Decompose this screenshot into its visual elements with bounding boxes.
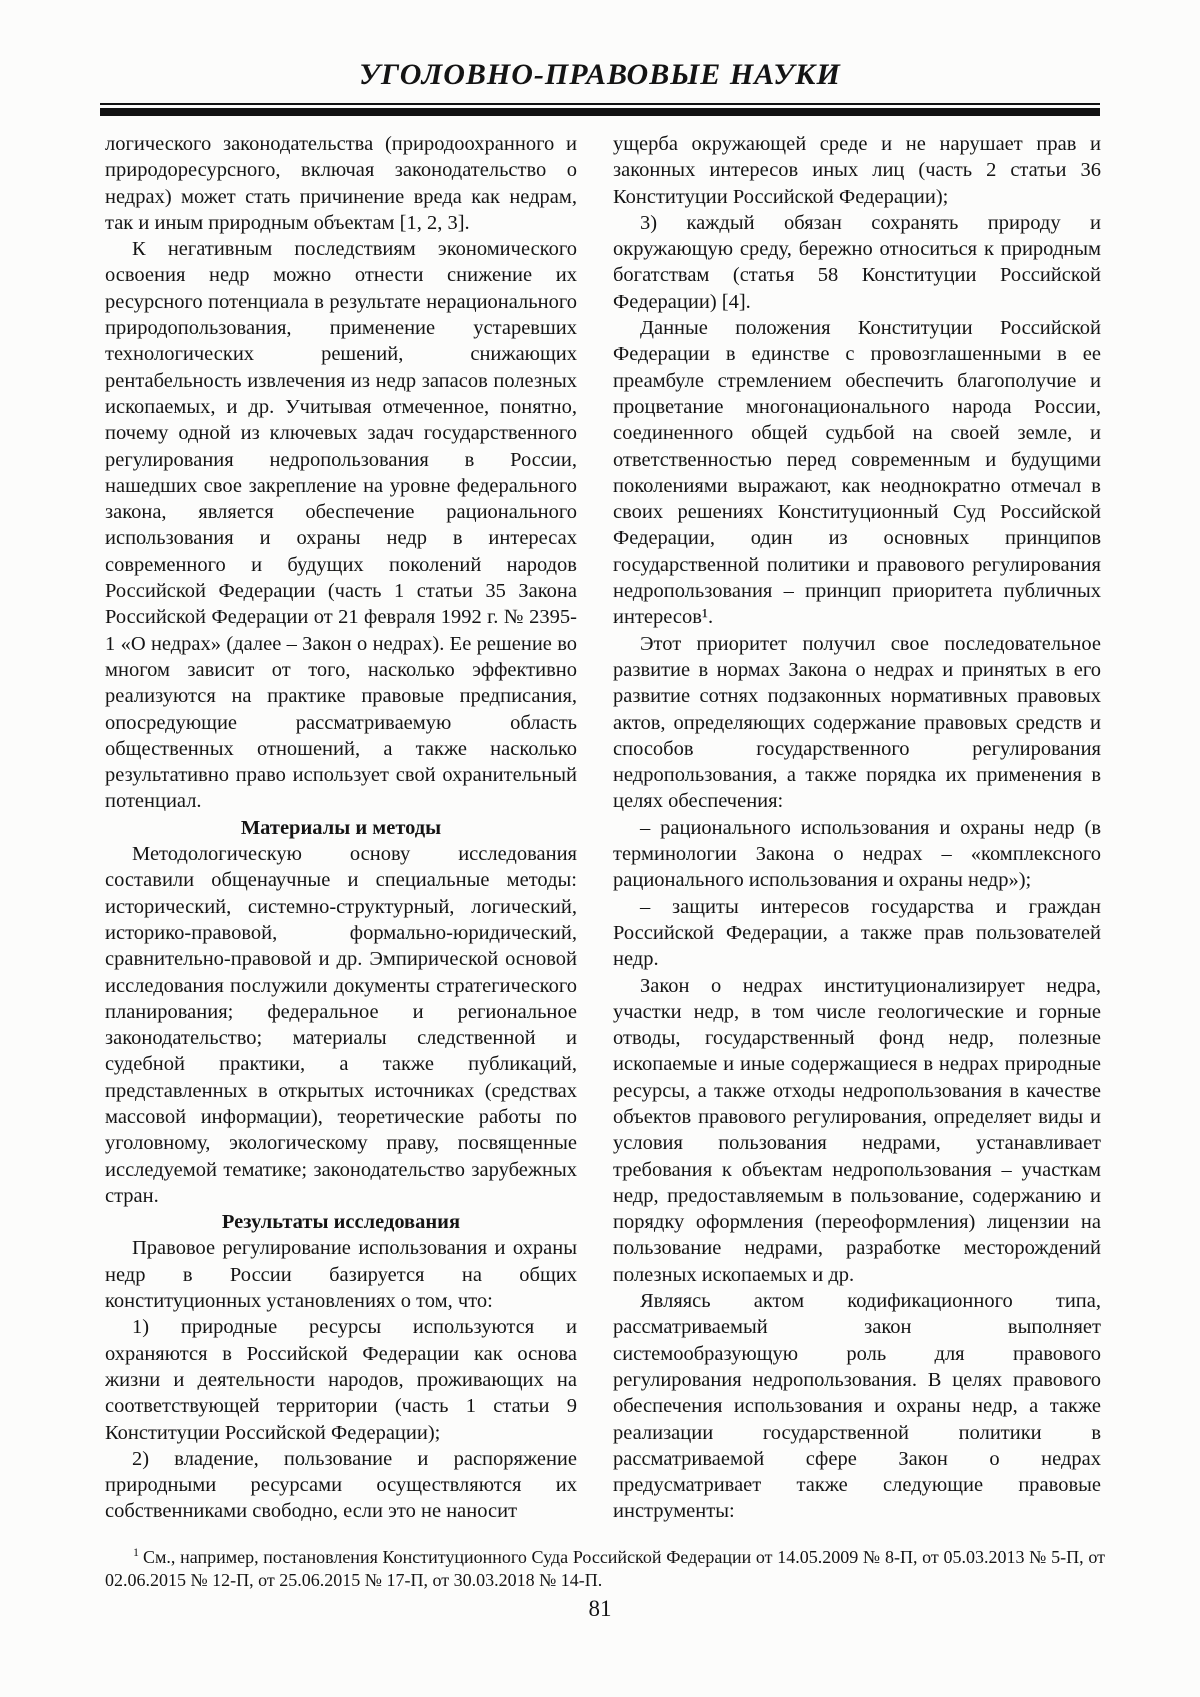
list-item-2: 2) владение, пользование и распоряжение природными ресурсами осуществляются их собственниками свободно, если это не наносит (105, 1447, 577, 1523)
paragraph: Этот приоритет получил свое последовательное развитие в нормах Закона о недрах и принятых в его развитие сотнях подзаконных нормативных правовых актов, определяющих содержание правовых средств и способов государственного регулирования недропользования, а также порядка их применения в целях обеспечения: (613, 632, 1101, 813)
paragraph-continuation: логического законодательства (природоохранного и природоресурсного, включая законодательство о недрах) может стать причинение вреда как недрам, так и иным природным объектам [1, 2, 3]. (105, 133, 577, 234)
dash-list-item: – рационального использования и охраны недр (в терминологии Закона о недрах – «комплексного рационального использования и охраны недр»); (613, 816, 1101, 892)
list-item-3: 3) каждый обязан сохранять природу и окружающую среду, бережно относиться к природным богатствам (статья 58 Конституции Российской Федерации) [4]. (613, 211, 1101, 313)
paragraph: Правовое регулирование использования и охраны недр в России базируется на общих конституционных установлениях о том, что: (105, 1237, 577, 1313)
dash-list-item: – защиты интересов государства и граждан Российской Федерации, а также прав пользователей недр. (613, 895, 1101, 971)
running-title: УГОЛОВНО-ПРАВОВЫЕ НАУКИ (359, 58, 841, 91)
footnote-marker: 1 (133, 1545, 139, 1559)
header-rule-thick-line (100, 108, 1100, 116)
paragraph: Методологическую основу исследования составили общенаучные и специальные методы: исторический, системно-структурный, логический, историко-правовой, формально-юридический, сравнительно-правовой и др. Эмпирической основой исследования послужили документы стратегического планирования; федеральное и региональное законодательство; материалы следственной и судебной практики, а также публикаций, представленных в открытых источниках (средствах массовой информации), теоретические работы по уголовному, экологическому праву, посвященные исследуемой тематике; законодательство зарубежных стран. (105, 843, 577, 1207)
footnote-text: См., например, постановления Конституционного Суда Российской Федерации от 14.05.2009 № 8-П, от 05.03.2013 № 5-П, от 02.06.2015 № 12-П, от 25.06.2015 № 17-П, от 30.03.2018 № 14-П. (105, 1547, 1105, 1590)
section-heading-results: Результаты исследования (221, 1211, 461, 1234)
section-heading-materials-and-methods: Материалы и методы (240, 816, 442, 839)
page-number: 81 (588, 1596, 612, 1621)
header-rule-thin-line (100, 103, 1100, 105)
paragraph-continuation: ущерба окружающей среде и не нарушает прав и законных интересов иных лиц (часть 2 статьи 36 Конституции Российской Федерации); (613, 133, 1101, 208)
paragraph: Данные положения Конституции Российской Федерации в единстве с провозглашенными в ее преамбуле стремлением обеспечить благополучие и процветание многонационального народа России, соединенного общей судьбой на своей земле, и ответственностью перед современным и будущими поколениями выражают, как неоднократно отмечал в своих решениях Конституционный Суд Российской Федерации, один из основных принципов государственной политики и правового регулирования недропользования – принцип приоритета публичных интересов¹. (613, 317, 1101, 629)
paragraph: К негативным последствиям экономического освоения недр можно отнести снижение их ресурсного потенциала в результате нерационального природопользования, применение устаревших технологических решений, снижающих рентабельность извлечения из недр запасов полезных ископаемых, и др. Учитывая отмеченное, понятно, почему одной из ключевых задач государственного регулирования недропользования в России, нашедших свое закрепление на уровне федерального закона, является обеспечение рационального использования и охраны недр в интересах современного и будущих поколений народов Российской Федерации (часть 1 статьи 35 Закона Российской Федерации от 21 февраля 1992 г. № 2395-1 «О недрах» (далее – Закон о недрах). Ее решение во многом зависит от того, насколько эффективно реализуются на практике правовые предписания, опосредующие рассматриваемую область общественных отношений, а также насколько результативно право использует свой охранительный потенциал. (105, 238, 577, 813)
footnote (105, 1541, 1105, 1592)
list-item-1: 1) природные ресурсы используются и охраняются в Российской Федерации как основа жизни и деятельности народов, проживающих на соответствующей территории (часть 1 статьи 9 Конституции Российской Федерации); (105, 1316, 577, 1444)
paragraph: Закон о недрах институционализирует недра, участки недр, в том числе геологические и горные отводы, государственный фонд недр, полезные ископаемые и иные содержащиеся в недрах природные ресурсы, а также отходы недропользования в качестве объектов правового регулирования, определяет виды и условия пользования недрами, устанавливает требования к объектам недропользования – участкам недр, предоставляемым в пользование, содержанию и порядку оформления (переоформления) лицензии на пользование недрами, разработке месторождений полезных ископаемых и др. (613, 974, 1101, 1286)
header-rule (100, 103, 1100, 116)
two-column-text (105, 131, 1101, 1535)
right-column (613, 131, 1101, 1535)
left-column (105, 131, 577, 1535)
paragraph: Являясь актом кодификационного типа, рассматриваемый закон выполняет системообразующую роль для правового регулирования недропользования. В целях правового обеспечения использования и охраны недр, а также реализации государственной политики в рассматриваемой сфере Закон о недрах предусматривает также следующие правовые инструменты: (613, 1290, 1101, 1523)
